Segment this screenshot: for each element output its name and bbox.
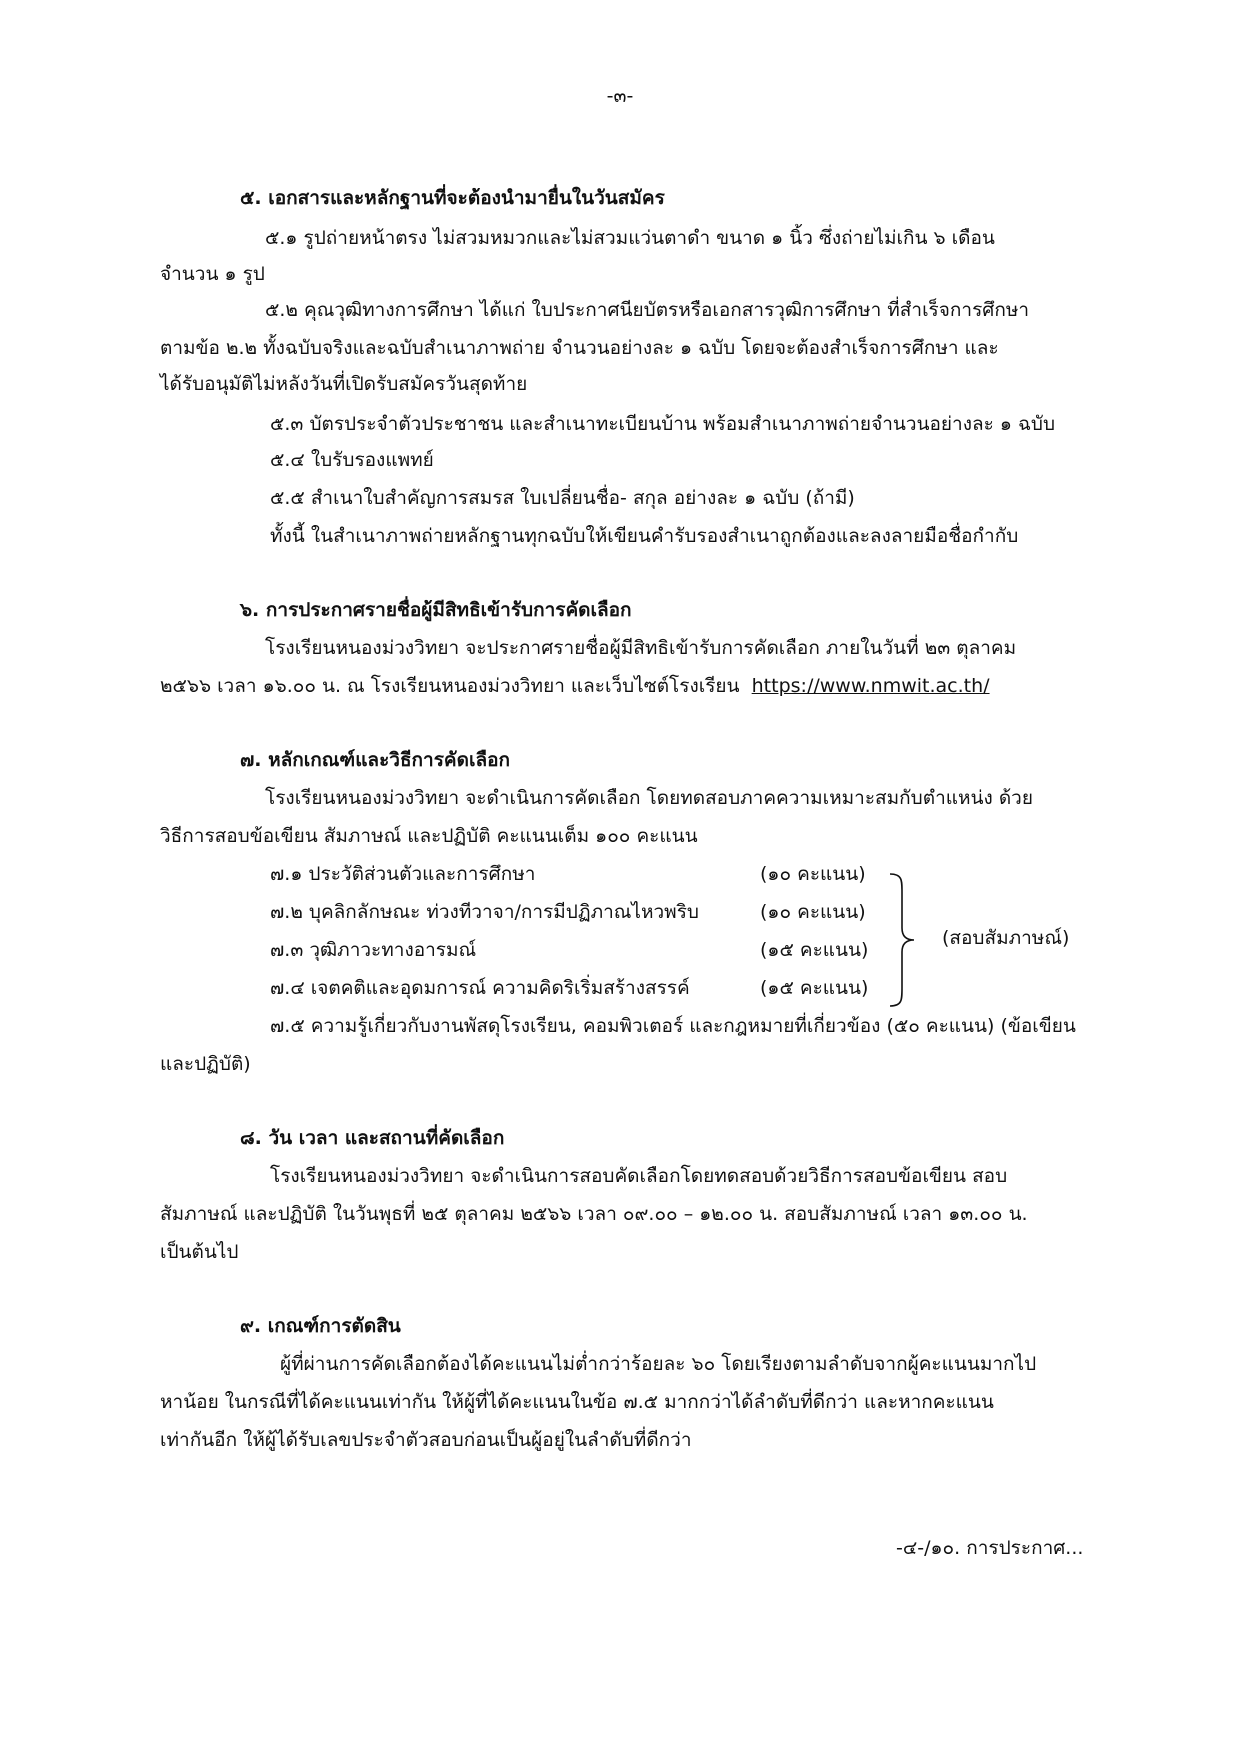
right-brace bbox=[888, 870, 918, 1010]
school-website-link[interactable]: https://www.nmwit.ac.th/ bbox=[751, 675, 990, 697]
s9-line1: ผู้ที่ผ่านการคัดเลือกต้องได้คะแนนไม่ต่ำกว่าร้อยละ ๖๐ โดยเรียงตามลำดับจากผู้คะแนนมากไป bbox=[280, 1353, 1037, 1375]
s7-item2-label: ๗.๒ บุคลิกลักษณะ ท่วงทีวาจา/การมีปฏิภาณไหวพริบ bbox=[270, 901, 699, 923]
s6-line1: โรงเรียนหนองม่วงวิทยา จะประกาศรายชื่อผู้มีสิทธิเข้ารับการคัดเลือก ภายในวันที่ ๒๓ ตุลาคม bbox=[265, 637, 1017, 659]
s5-item4: ๕.๔ ใบรับรองแพทย์ bbox=[270, 449, 434, 471]
section-6-heading: ๖. การประกาศรายชื่อผู้มีสิทธิเข้ารับการคัดเลือก bbox=[240, 599, 632, 621]
s5-item1-line1: ๕.๑ รูปถ่ายหน้าตรง ไม่สวมหมวกและไม่สวมแว่นตาดำ ขนาด ๑ นิ้ว ซึ่งถ่ายไม่เกิน ๖ เดือน bbox=[265, 227, 995, 249]
s5-item2-line1: ๕.๒ คุณวุฒิทางการศึกษา ได้แก่ ใบประกาศนียบัตรหรือเอกสารวุฒิการศึกษา ที่สำเร็จการศึกษา bbox=[265, 299, 1030, 321]
s7-item3-label: ๗.๓ วุฒิภาวะทางอารมณ์ bbox=[270, 939, 477, 961]
s9-line2: หาน้อย ในกรณีที่ได้คะแนนเท่ากัน ให้ผู้ที่ได้คะแนนในข้อ ๗.๕ มากกว่าได้ลำดับที่ดีกว่า และหากคะแนน bbox=[160, 1391, 994, 1413]
section-8-heading: ๘. วัน เวลา และสถานที่คัดเลือก bbox=[240, 1127, 505, 1149]
s7-line2: วิธีการสอบข้อเขียน สัมภาษณ์ และปฏิบัติ คะแนนเต็ม ๑๐๐ คะแนน bbox=[160, 825, 698, 847]
section-7-heading: ๗. หลักเกณฑ์และวิธีการคัดเลือก bbox=[240, 749, 511, 771]
interview-group-label: (สอบสัมภาษณ์) bbox=[942, 927, 1070, 949]
s5-item2-line2: ตามข้อ ๒.๒ ทั้งฉบับจริงและฉบับสำเนาภาพถ่าย จำนวนอย่างละ ๑ ฉบับ โดยจะต้องสำเร็จการศึกษา และ bbox=[160, 337, 999, 359]
s7-item4-score: (๑๕ คะแนน) bbox=[760, 977, 869, 999]
section-9-heading: ๙. เกณฑ์การตัดสิน bbox=[240, 1315, 401, 1337]
s8-line3: เป็นต้นไป bbox=[160, 1241, 239, 1263]
s8-line2: สัมภาษณ์ และปฏิบัติ ในวันพุธที่ ๒๕ ตุลาคม ๒๕๖๖ เวลา ๐๙.๐๐ – ๑๒.๐๐ น. สอบสัมภาษณ์ เวลา ๑๓.๐๐ น. bbox=[160, 1203, 1028, 1225]
s5-item1-line2: จำนวน ๑ รูป bbox=[160, 263, 265, 285]
s9-line3: เท่ากันอีก ให้ผู้ได้รับเลขประจำตัวสอบก่อนเป็นผู้อยู่ในลำดับที่ดีกว่า bbox=[160, 1429, 692, 1451]
next-page-reference: -๔-/๑๐. การประกาศ... bbox=[896, 1537, 1084, 1559]
s6-line2-text: ๒๕๖๖ เวลา ๑๖.๐๐ น. ณ โรงเรียนหนองม่วงวิทยา และเว็บไซต์โรงเรียน bbox=[160, 675, 740, 697]
section-5-heading: ๕. เอกสารและหลักฐานที่จะต้องนำมายื่นในวันสมัคร bbox=[240, 187, 665, 209]
s7-item5-line1: ๗.๕ ความรู้เกี่ยวกับงานพัสดุโรงเรียน, คอมพิวเตอร์ และกฎหมายที่เกี่ยวข้อง (๕๐ คะแนน) (ข้อเขียน bbox=[270, 1015, 1076, 1037]
s5-item5: ๕.๕ สำเนาใบสำคัญการสมรส ใบเปลี่ยนชื่อ- สกุล อย่างละ ๑ ฉบับ (ถ้ามี) bbox=[270, 487, 855, 509]
s5-item3: ๕.๓ บัตรประจำตัวประชาชน และสำเนาทะเบียนบ้าน พร้อมสำเนาภาพถ่ายจำนวนอย่างละ ๑ ฉบับ bbox=[270, 413, 1056, 435]
s7-item5-line2: และปฏิบัติ) bbox=[160, 1053, 251, 1075]
s7-item3-score: (๑๕ คะแนน) bbox=[760, 939, 869, 961]
s5-item2-line3: ได้รับอนุมัติไม่หลังวันที่เปิดรับสมัครวันสุดท้าย bbox=[160, 373, 528, 395]
s7-item1-score: (๑๐ คะแนน) bbox=[760, 863, 866, 885]
s7-line1: โรงเรียนหนองม่วงวิทยา จะดำเนินการคัดเลือก โดยทดสอบภาคความเหมาะสมกับตำแหน่ง ด้วย bbox=[265, 787, 1033, 809]
s6-line2 bbox=[160, 672, 990, 700]
s5-note: ทั้งนี้ ในสำเนาภาพถ่ายหลักฐานทุกฉบับให้เขียนคำรับรองสำเนาถูกต้องและลงลายมือชื่อกำกับ bbox=[270, 525, 1019, 547]
s7-item1-label: ๗.๑ ประวัติส่วนตัวและการศึกษา bbox=[270, 863, 536, 885]
s7-item2-score: (๑๐ คะแนน) bbox=[760, 901, 866, 923]
page-number: -๓- bbox=[606, 85, 634, 107]
s7-item4-label: ๗.๔ เจตคติและอุดมการณ์ ความคิดริเริ่มสร้างสรรค์ bbox=[270, 977, 690, 999]
s8-line1: โรงเรียนหนองม่วงวิทยา จะดำเนินการสอบคัดเลือกโดยทดสอบด้วยวิธีการสอบข้อเขียน สอบ bbox=[270, 1165, 1008, 1187]
